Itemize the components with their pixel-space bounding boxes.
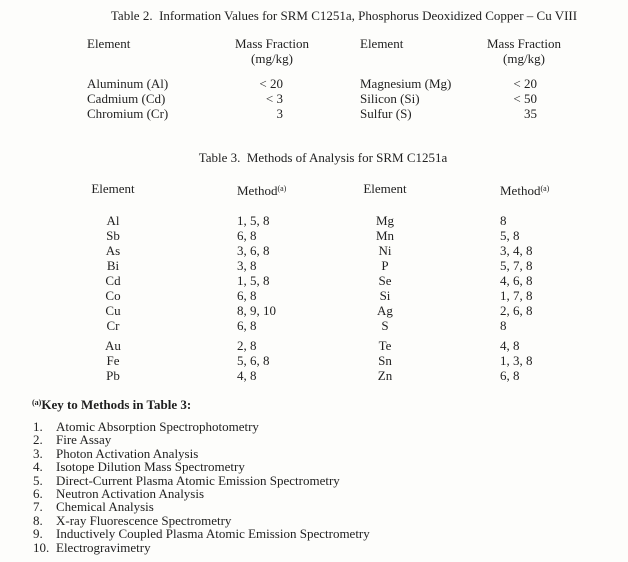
- table2-element: Silicon (Si): [360, 91, 420, 106]
- key-list-item: [33, 420, 370, 433]
- key-list-item: [33, 541, 370, 554]
- table3-element: Al: [106, 213, 120, 228]
- table2-header-massfraction-left: Mass Fraction: [234, 36, 310, 51]
- key-item-number: 7.: [33, 499, 43, 515]
- table2: [87, 36, 563, 121]
- table3-element: Au: [105, 338, 121, 353]
- table3-element: Ag: [377, 303, 393, 318]
- table3-element: P: [381, 258, 389, 273]
- key-list-item: [33, 487, 370, 500]
- method-superscript: (a): [277, 184, 287, 193]
- table3-method: 4, 6, 8: [500, 273, 533, 288]
- table3-header-row: [60, 181, 575, 196]
- table3-element: Zn: [377, 368, 393, 383]
- key-list-item: [33, 447, 370, 460]
- table3-title: Table 3. Methods of Analysis for SRM C1251a: [198, 150, 448, 165]
- table3-method: 1, 5, 8: [237, 213, 270, 228]
- method-superscript: (a): [540, 184, 550, 193]
- key-item-number: 4.: [33, 459, 43, 475]
- table3-method: 2, 8: [237, 338, 257, 353]
- key-item-text: Electrogravimetry: [56, 539, 151, 555]
- table3-element: S: [381, 318, 389, 333]
- table2-header-unit-left: (mg/kg): [251, 51, 293, 66]
- table2-title: Table 2. Information Values for SRM C1251a, Phosphorus Deoxidized Copper – Cu VIII: [110, 8, 578, 23]
- table2-value: < 20: [259, 76, 283, 91]
- table3-element: Mn: [375, 228, 395, 243]
- key-item-number: 8.: [33, 512, 43, 528]
- table3-method: 3, 8: [237, 258, 257, 273]
- table3-method: 1, 5, 8: [237, 273, 270, 288]
- table2-row: [87, 91, 563, 106]
- key-list-item: [33, 527, 370, 540]
- table3-method: 6, 8: [500, 368, 520, 383]
- key-item-number: 3.: [33, 445, 43, 461]
- table2-value: < 3: [265, 91, 283, 106]
- table2-header-row: [87, 36, 563, 51]
- table3-element: Se: [378, 273, 392, 288]
- table3-element: Cd: [105, 273, 121, 288]
- table3-element: Cr: [106, 318, 120, 333]
- key-list-item: [33, 514, 370, 527]
- key-item-text: Photon Activation Analysis: [56, 445, 199, 461]
- table3-header-element-right: Element: [363, 181, 407, 196]
- key-item-number: 5.: [33, 472, 43, 488]
- key-item-text: Fire Assay: [56, 432, 112, 448]
- table3-method: 4, 8: [500, 338, 520, 353]
- table3-row: [60, 318, 575, 333]
- key-item-number: 10.: [33, 539, 50, 555]
- key-item-text: Chemical Analysis: [56, 499, 154, 515]
- key-item-number: 9.: [33, 526, 43, 542]
- table3-header-method-left: Method$^{(a)}$: [237, 183, 287, 198]
- table2-row: [87, 76, 563, 91]
- key-list-item: [33, 433, 370, 446]
- key-list-item: [33, 474, 370, 487]
- table3-row: [60, 353, 575, 368]
- table3-element: Fe: [106, 353, 120, 368]
- table3-row: [60, 368, 575, 383]
- table3-element: Sb: [106, 228, 120, 243]
- table2-header-element-right: Element: [360, 36, 404, 51]
- table3-element: Si: [379, 288, 391, 303]
- table3-row: [60, 258, 575, 273]
- table2-value: 35: [524, 106, 537, 121]
- key-heading-superscript: (a): [32, 398, 42, 407]
- table2-value: < 50: [513, 91, 537, 106]
- table3-element: Co: [105, 288, 121, 303]
- table3-element: Sn: [378, 353, 392, 368]
- table3-method: 1, 7, 8: [500, 288, 533, 303]
- table2-header-element-left: Element: [87, 36, 131, 51]
- table3-header-method-right: Method$^{(a)}$: [500, 183, 550, 198]
- table3-method: 5, 8: [500, 228, 520, 243]
- table3-method: 1, 3, 8: [500, 353, 533, 368]
- table3: [60, 181, 575, 383]
- table3-element: Te: [378, 338, 392, 353]
- table2-element: Magnesium (Mg): [360, 76, 452, 91]
- key-list-item: [33, 500, 370, 513]
- table3-element: Bi: [106, 258, 120, 273]
- table3-method: 8: [500, 318, 507, 333]
- key-item-text: Atomic Absorption Spectrophotometry: [56, 419, 259, 434]
- table2-row: [87, 106, 563, 121]
- table3-method: 5, 6, 8: [237, 353, 270, 368]
- table3-element: Cu: [105, 303, 121, 318]
- key-item-text: Neutron Activation Analysis: [56, 485, 205, 501]
- table2-element: Cadmium (Cd): [87, 91, 166, 106]
- table2-header-unit-right: (mg/kg): [503, 51, 545, 66]
- key-item-number: 2.: [33, 432, 43, 448]
- table2-header-massfraction-right: Mass Fraction: [486, 36, 562, 51]
- table3-method: 6, 8: [237, 288, 257, 303]
- table3-row: [60, 228, 575, 243]
- table3-element: Mg: [375, 213, 395, 228]
- key-item-text: Isotope Dilution Mass Spectrometry: [56, 459, 245, 475]
- table3-method: 2, 6, 8: [500, 303, 533, 318]
- table3-element: Pb: [106, 368, 120, 383]
- key-list-item: [33, 460, 370, 473]
- table3-method: 5, 7, 8: [500, 258, 533, 273]
- table3-header-element-left: Element: [91, 181, 135, 196]
- key-heading-text: Key to Methods in Table 3:: [41, 397, 192, 412]
- table3-method: 3, 4, 8: [500, 243, 533, 258]
- table3-method: 8, 9, 10: [237, 303, 276, 318]
- key-item-text: Direct-Current Plasma Atomic Emission Spectrometry: [56, 472, 340, 488]
- table2-element: Sulfur (S): [360, 106, 412, 121]
- table3-element: As: [105, 243, 121, 258]
- table3-method: 4, 8: [237, 368, 257, 383]
- table3-method: 8: [500, 213, 507, 228]
- table3-method: 6, 8: [237, 318, 257, 333]
- table2-value: 3: [276, 106, 283, 121]
- key-item-text: X-ray Fluorescence Spectrometry: [56, 512, 232, 528]
- table3-row: [60, 213, 575, 228]
- table3-method: 3, 6, 8: [237, 243, 270, 258]
- table2-value: < 20: [513, 76, 537, 91]
- key-item-text: Inductively Coupled Plasma Atomic Emission Spectrometry: [56, 526, 370, 542]
- table3-row: [60, 288, 575, 303]
- table3-element: Ni: [378, 243, 392, 258]
- key-method-list: [33, 420, 370, 554]
- table2-element: Chromium (Cr): [87, 106, 169, 121]
- table2-header-unit-row: [87, 51, 563, 66]
- key-item-number: 1.: [33, 419, 43, 434]
- table3-row: [60, 338, 575, 353]
- table3-row: [60, 243, 575, 258]
- key-heading: [32, 395, 191, 412]
- table3-row: [60, 273, 575, 288]
- table2-element: Aluminum (Al): [87, 76, 169, 91]
- key-item-number: 6.: [33, 485, 43, 501]
- table3-row: [60, 303, 575, 318]
- table3-method: 6, 8: [237, 228, 257, 243]
